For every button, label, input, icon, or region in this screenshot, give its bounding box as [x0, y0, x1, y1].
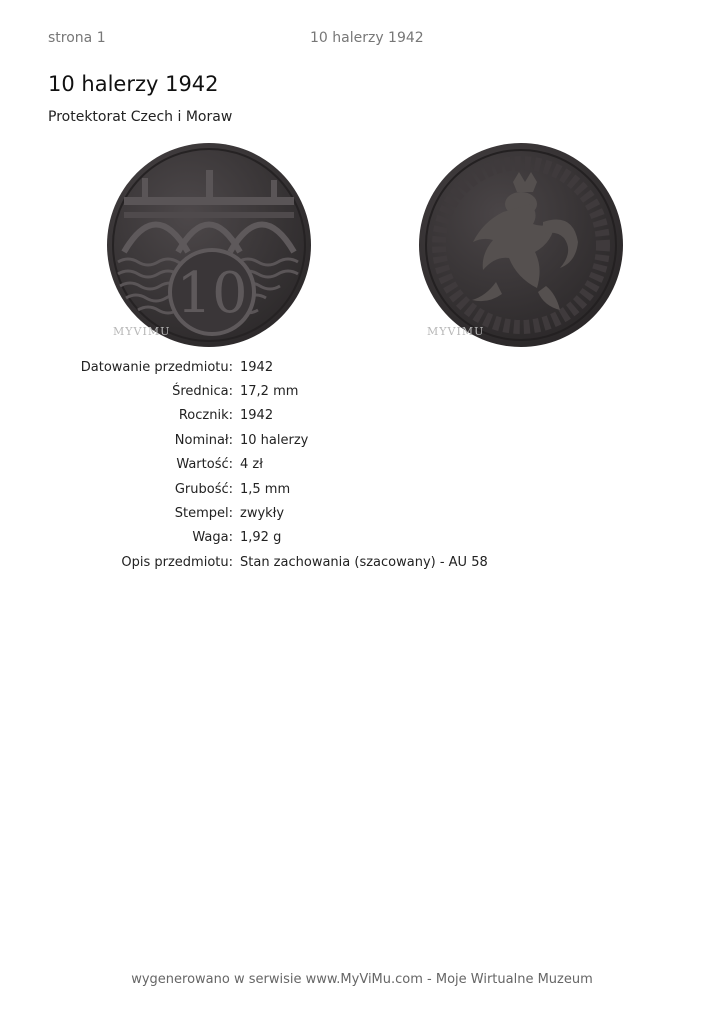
watermark-logo: MYVIMU: [427, 325, 485, 338]
property-value: 1,92 g: [240, 530, 282, 546]
coin-reverse-drawing: [418, 142, 624, 348]
coin-obverse-drawing: [106, 142, 312, 348]
property-label: Grubość:: [174, 481, 233, 497]
property-value: 1942: [240, 359, 274, 375]
table-row: [60, 453, 488, 477]
table-row: [60, 379, 488, 403]
header-title: 10 halerzy 1942: [310, 30, 424, 46]
property-label: Waga:: [192, 530, 233, 546]
page-number: strona 1: [48, 30, 106, 46]
table-row: [60, 550, 488, 574]
property-label: Średnica:: [172, 384, 233, 400]
property-label: Nominał:: [174, 432, 233, 448]
property-label: Wartość:: [176, 457, 233, 473]
coin-obverse-image: [106, 142, 312, 348]
property-value: Stan zachowania (szacowany) - AU 58: [240, 554, 488, 570]
property-value: 1,5 mm: [240, 481, 291, 497]
properties-table: [60, 355, 488, 575]
property-value: 1942: [240, 408, 274, 424]
table-row: [60, 501, 488, 525]
table-row: [60, 355, 488, 379]
property-label: Rocznik:: [178, 408, 233, 424]
page-subtitle: Protektorat Czech i Moraw: [48, 109, 233, 125]
page-footer: wygenerowano w serwisie www.MyViMu.com - Moje Wirtualne Muzeum: [131, 972, 593, 987]
property-label: Stempel:: [174, 506, 233, 522]
coin-reverse-image: [418, 142, 624, 348]
watermark-logo: MYVIMU: [113, 325, 171, 338]
page-title: 10 halerzy 1942: [48, 72, 219, 96]
table-row: [60, 477, 488, 501]
property-value: 10 halerzy: [240, 432, 309, 448]
property-value: 4 zł: [240, 457, 263, 473]
table-row: [60, 404, 488, 428]
property-label: Datowanie przedmiotu:: [80, 359, 233, 375]
table-row: [60, 526, 488, 550]
property-label: Opis przedmiotu:: [121, 554, 233, 570]
coin-numeral: 10: [176, 261, 248, 326]
property-value: 17,2 mm: [240, 384, 299, 400]
table-row: [60, 428, 488, 452]
property-value: zwykły: [240, 506, 285, 522]
